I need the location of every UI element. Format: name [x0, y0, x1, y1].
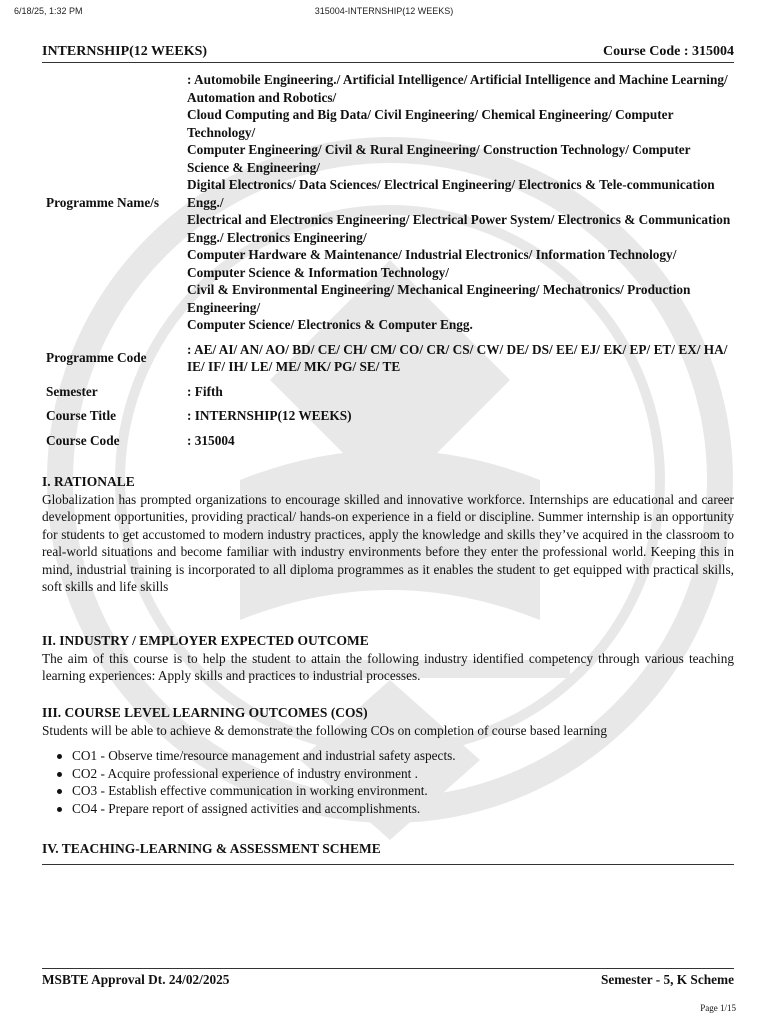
rationale-heading: I. RATIONALE	[42, 474, 135, 489]
divider	[42, 864, 734, 865]
rationale-text: Globalization has prompted organizations to encourage skilled and innovative workforce. Internships are educational and career development opportunities, providing practical/ hands-on experience in a field or discipline. Summer internship is an opportunity for students to get accustomed to modern industry practices, apply the knowledge and skills they’ve acquired in the classroom to real-world situations and become familiar with industry environments before they enter the professional world. Keeping this in mind, industrial training is incorporated to all diploma programmes as it enables the student to get equipped with practical skills, soft skills and life skills	[42, 491, 734, 594]
programme-names-row	[42, 68, 734, 338]
programme-code-label: Programme Code	[46, 350, 147, 366]
programme-line: Electrical and Electronics Engineering/ Electrical Power System/ Electronics & Communication Engg./ Electronics Engineering/	[187, 212, 731, 245]
programme-line: Computer Hardware & Maintenance/ Industrial Electronics/ Information Technology/ Computer Science & Information Technology/	[187, 247, 677, 280]
print-doc-title: 315004-INTERNSHIP(12 WEEKS)	[314, 6, 454, 16]
programme-code-value: : AE/ AI/ AN/ AO/ BD/ CE/ CH/ CM/ CO/ CR/ CS/ CW/ DE/ DS/ EE/ EJ/ EK/ EP/ ET/ EX/ HA/ IE/ IF/ IH/ LE/ ME/ MK/ PG/ SE/ TE	[187, 341, 728, 374]
course-title-value: : INTERNSHIP(12 WEEKS)	[187, 408, 352, 423]
course-meta-table	[42, 68, 734, 453]
rationale-section	[42, 473, 734, 596]
course-code-row	[42, 429, 734, 454]
industry-outcome-text: The aim of this course is to help the student to attain the following industry identified competency through various teaching learning experiences: Apply skills and practices to industrial processes.	[42, 650, 734, 683]
list-item: CO4 - Prepare report of assigned activities and accomplishments.	[72, 800, 734, 818]
course-outcomes-heading: III. COURSE LEVEL LEARNING OUTCOMES (COS)	[42, 705, 368, 720]
list-item: CO2 - Acquire professional experience of industry environment .	[72, 765, 734, 783]
header-course-name: INTERNSHIP(12 WEEKS)	[42, 44, 208, 59]
page-number: Page 1/15	[700, 1003, 736, 1013]
scheme-label: Semester - 5, K Scheme	[600, 972, 734, 987]
programme-line: Civil & Environmental Engineering/ Mechanical Engineering/ Mechatronics/ Production Engineering/	[187, 282, 691, 315]
scheme-section	[42, 840, 734, 858]
programme-code-row	[42, 338, 734, 380]
document-header	[42, 44, 734, 63]
industry-outcome-section	[42, 632, 734, 685]
programme-line: Computer Science/ Electronics & Computer Engg.	[187, 317, 473, 332]
browser-print-header	[0, 6, 768, 20]
footer-divider	[42, 968, 734, 969]
list-item: CO1 - Observe time/resource management and industrial safety aspects.	[72, 747, 734, 765]
course-code-label: Course Code	[46, 432, 120, 448]
approval-date: MSBTE Approval Dt. 24/02/2025	[42, 972, 230, 987]
header-course-code: Course Code : 315004	[602, 44, 734, 59]
programme-line: Digital Electronics/ Data Sciences/ Electrical Engineering/ Electronics & Tele-communication Engg./	[187, 177, 715, 210]
programme-line: Computer Engineering/ Civil & Rural Engineering/ Construction Technology/ Computer Science & Engineering/	[187, 142, 691, 175]
course-outcomes-list	[42, 747, 734, 817]
list-item: CO3 - Establish effective communication in working environment.	[72, 782, 734, 800]
semester-row	[42, 380, 734, 405]
course-title-label: Course Title	[46, 408, 117, 423]
industry-outcome-heading: II. INDUSTRY / EMPLOYER EXPECTED OUTCOME	[42, 633, 369, 648]
scheme-heading: IV. TEACHING-LEARNING & ASSESSMENT SCHEME	[42, 841, 381, 856]
course-title-row	[42, 404, 734, 429]
semester-label: Semester	[46, 383, 98, 399]
programme-names-value	[187, 68, 734, 338]
course-outcomes-intro: Students will be able to achieve & demonstrate the following COs on completion of course based learning	[42, 722, 607, 738]
programme-names-label: Programme Name/s	[46, 194, 160, 210]
semester-value: : Fifth	[187, 383, 223, 399]
print-timestamp: 6/18/25, 1:32 PM	[14, 6, 83, 16]
course-outcomes-section	[42, 704, 734, 817]
programme-line: Cloud Computing and Big Data/ Civil Engineering/ Chemical Engineering/ Computer Technology/	[187, 107, 674, 140]
programme-line: : Automobile Engineering./ Artificial Intelligence/ Artificial Intelligence and Machine Learning/ Automation and Robotics/	[187, 72, 728, 105]
course-code-value: : 315004	[187, 432, 235, 448]
